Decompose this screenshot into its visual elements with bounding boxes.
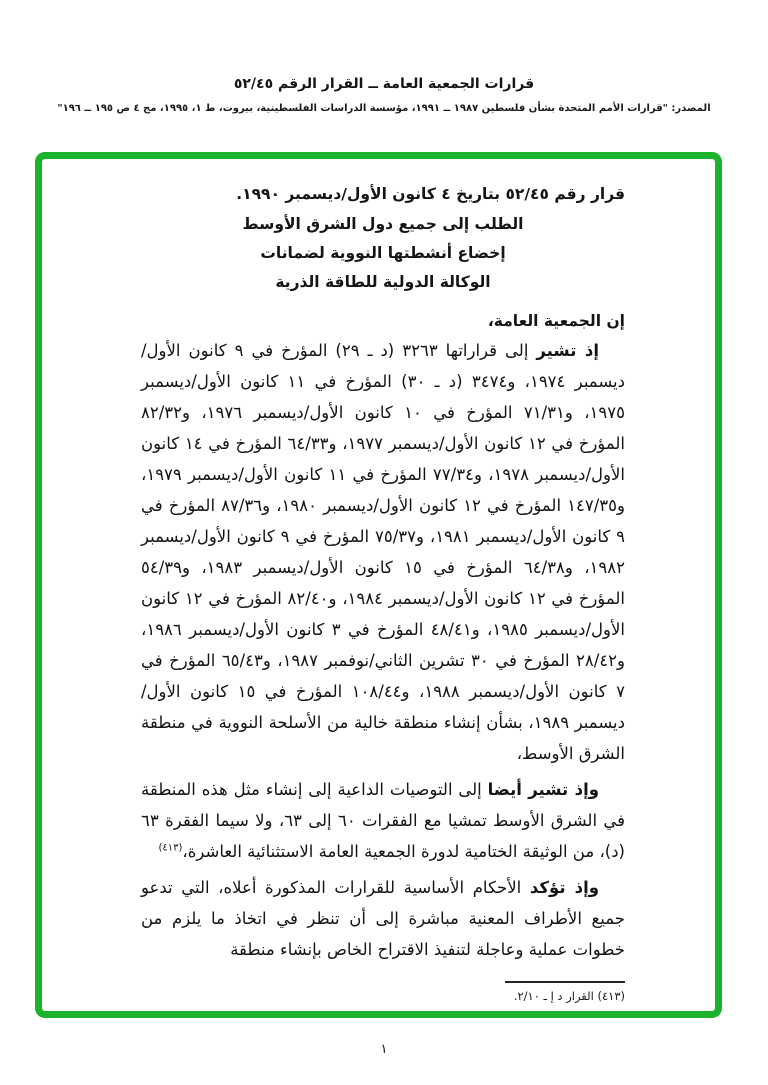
source-citation: المصدر: "قرارات الأمم المتحدة بشأن فلسطين ١٩٨٧ ــ ١٩٩١، مؤسسة الدراسات الفلسطينية، بيروت، ط ١، ١٩٩٥، مج ٤ ص ١٩٥ ــ ١٩٦" <box>57 103 711 114</box>
paragraph-text: إلى التوصيات الداعية إلى إنشاء مثل هذه المنطقة في الشرق الأوسط تمشيا مع الفقرات ٦٠ إلى ٦٣، ولا سيما الفقرة ٦٣ (د)، من الوثيقة الختامية لدورة الجمعية العامة الاستثنائية العاشرة، <box>141 780 625 861</box>
paragraph-lead: وإذ تشير أيضا <box>487 780 599 799</box>
footnote-reference: (٤١٣) <box>158 842 183 854</box>
preamble-opener: إن الجمعية العامة، <box>487 312 625 330</box>
resolution-subject-line-3: الوكالة الدولية للطاقة الذرية <box>275 273 491 291</box>
footnote-separator <box>505 981 625 983</box>
preamble-paragraph-3 <box>141 872 625 965</box>
footnote-text: (٤١٣) القرار د إ ـ ٢/١٠. <box>513 989 625 1003</box>
resolution-subject-line-1: الطلب إلى جميع دول الشرق الأوسط <box>242 215 524 233</box>
preamble-paragraph-1 <box>141 335 625 769</box>
highlight-border-box <box>35 152 722 1018</box>
resolution-subject-line-2: إخضاع أنشطتها النووية لضمانات <box>260 244 506 262</box>
page-number: ١ <box>380 1042 388 1057</box>
page-header-title: قرارات الجمعية العامة ــ القرار الرقم ٥٢/٤٥ <box>233 76 535 92</box>
preamble-paragraph-2 <box>141 774 625 867</box>
paragraph-text: إلى قراراتها ٣٢٦٣ (د ـ ٢٩) المؤرخ في ٩ كانون الأول/ديسمبر ١٩٧٤، و٣٤٧٤ (د ـ ٣٠) المؤرخ في ١١ كانون الأول/ديسمبر ١٩٧٥، و٧١/٣١ المؤرخ في ١٠ كانون الأول/ديسمبر ١٩٧٦، و٨٢/٣٢ المؤرخ في ١٢ كانون الأول/ديسمبر ١٩٧٧، و٦٤/٣٣ المؤرخ في ١٤ كانون الأول/ديسمبر ١٩٧٨، و٧٧/٣٤ المؤرخ في ١١ كانون الأول/ديسمبر ١٩٧٩، و١٤٧/٣٥ المؤرخ في ١٢ كانون الأول/ديسمبر ١٩٨٠، و٨٧/٣٦ المؤرخ في ٩ كانون الأول/ديسمبر ١٩٨١، و٧٥/٣٧ المؤرخ في ٩ كانون الأول/ديسمبر ١٩٨٢، و٦٤/٣٨ المؤرخ في ١٥ كانون الأول/ديسمبر ١٩٨٣، و٥٤/٣٩ المؤرخ في ١٢ كانون الأول/ديسمبر ١٩٨٤، و٨٢/٤٠ المؤرخ في ١٢ كانون الأول/ديسمبر ١٩٨٥، و٤٨/٤١ المؤرخ في ٣ كانون الأول/ديسمبر ١٩٨٦، و٢٨/٤٢ المؤرخ في ٣٠ تشرين الثاني/نوفمبر ١٩٨٧، و٦٥/٤٣ المؤرخ في ٧ كانون الأول/ديسمبر ١٩٨٨، و١٠٨/٤٤ المؤرخ في ١٥ كانون الأول/ديسمبر ١٩٨٩، بشأن إنشاء منطقة خالية من الأسلحة النووية في منطقة الشرق الأوسط، <box>141 341 626 763</box>
resolution-title-line: قرار رقم ٥٢/٤٥ بتاريخ ٤ كانون الأول/ديسمبر ١٩٩٠. <box>236 185 625 203</box>
paragraph-text: الأحكام الأساسية للقرارات المذكورة أعلاه، التي تدعو جميع الأطراف المعنية مباشرة إلى أن تنظر في اتخاذ ما يلزم من خطوات عملية وعاجلة لتنفيذ الاقتراح الخاص بإنشاء منطقة <box>141 878 625 959</box>
paragraph-lead: وإذ تؤكد <box>529 878 600 897</box>
paragraph-lead: إذ تشير <box>536 341 600 360</box>
resolution-content <box>141 185 625 1003</box>
